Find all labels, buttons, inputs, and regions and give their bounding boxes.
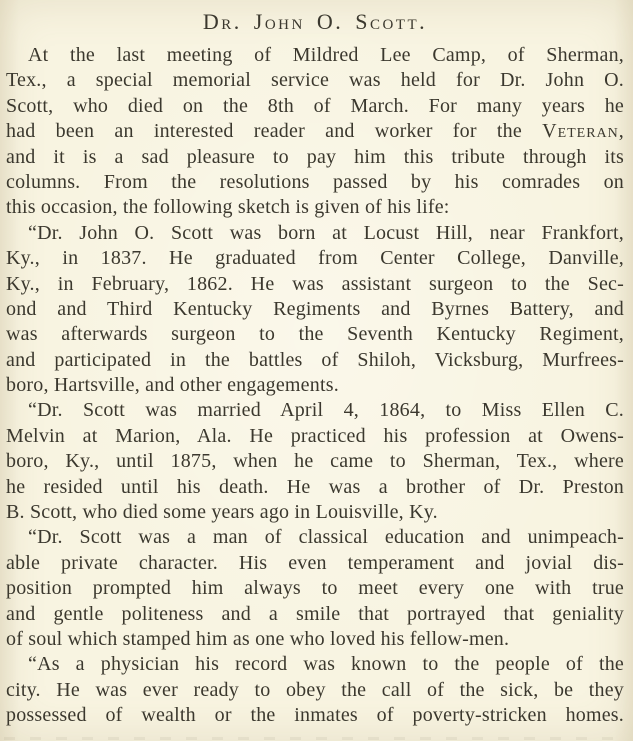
- text-run: able private character. His even temperament and jovial dis-: [6, 551, 624, 574]
- text-line: [6, 348, 624, 373]
- text-line: [6, 449, 624, 474]
- text-run: Tex., a special memorial service was held for Dr. John O.: [6, 69, 624, 92]
- text-run: Scott, who died on the 8th of March. For many years he: [6, 94, 624, 117]
- text-line: [6, 398, 624, 423]
- paragraph: [6, 525, 624, 652]
- text-line: [6, 68, 624, 93]
- text-run: and participated in the battles of Shiloh, Vicksburg, Murfrees-: [6, 348, 624, 371]
- text-line: [6, 94, 624, 119]
- text-line: [6, 297, 624, 322]
- text-run: boro, Hartsville, and other engagements.: [6, 374, 339, 397]
- text-run: and it is a sad pleasure to pay him this tribute through its: [6, 145, 624, 168]
- text-run: ,: [618, 120, 624, 143]
- text-run: this occasion, the following sketch is given of his life:: [6, 196, 450, 219]
- article-body: [6, 43, 624, 729]
- text-run: city. He was ever ready to obey the call of the sick, be they: [6, 678, 624, 701]
- text-line: [6, 373, 624, 398]
- text-run: was afterwards surgeon to the Seventh Kentucky Regiment,: [6, 323, 624, 346]
- paragraph: [6, 652, 624, 728]
- text-line: [6, 703, 624, 728]
- text-line: [6, 627, 624, 652]
- text-run: possessed of wealth or the inmates of poverty-stricken homes.: [6, 704, 624, 727]
- text-run: Ky., in 1837. He graduated from Center College, Danville,: [6, 247, 624, 270]
- text-line: [6, 500, 624, 525]
- text-run: “Dr. Scott was a man of classical education and unimpeach-: [28, 526, 624, 549]
- text-line: [6, 195, 624, 220]
- text-line: [6, 576, 624, 601]
- text-run: boro, Ky., until 1875, when he came to Sherman, Tex., where: [6, 450, 624, 473]
- text-run: At the last meeting of Mildred Lee Camp, of Sherman,: [28, 44, 624, 66]
- text-run: “Dr. Scott was married April 4, 1864, to Miss Ellen C.: [28, 399, 624, 422]
- text-line: [6, 221, 624, 246]
- text-run: columns. From the resolutions passed by his comrades on: [6, 170, 624, 193]
- text-run: had been an interested reader and worker for the: [6, 120, 543, 143]
- text-line: [6, 475, 624, 500]
- text-line: [6, 170, 624, 195]
- text-run: Ky., in February, 1862. He was assistant surgeon to the Sec-: [6, 272, 624, 295]
- text-line: [6, 678, 624, 703]
- text-run: “As a physician his record was known to the people of the: [28, 653, 624, 676]
- text-line: [6, 525, 624, 550]
- paragraph: [6, 221, 624, 399]
- text-line: [6, 652, 624, 677]
- text-line: [6, 424, 624, 449]
- text-line: [6, 43, 624, 68]
- article-title: Dr. John O. Scott.: [202, 9, 428, 34]
- text-line: [6, 322, 624, 347]
- smallcaps-word: Veteran: [542, 120, 619, 143]
- text-run: ond and Third Kentucky Regiments and Byrnes Battery, and: [6, 297, 624, 320]
- text-run: B. Scott, who died some years ago in Louisville, Ky.: [6, 501, 438, 524]
- text-run: “Dr. John O. Scott was born at Locust Hill, near Frankfort,: [28, 221, 624, 244]
- text-line: [6, 246, 624, 271]
- paragraph: [6, 43, 624, 221]
- text-line: [6, 145, 624, 170]
- paragraph: [6, 398, 624, 525]
- text-run: of soul which stamped him as one who loved his fellow-men.: [6, 627, 510, 650]
- scan-edge-artifact: [4, 737, 623, 740]
- text-run: position prompted him always to meet every one with true: [6, 577, 624, 600]
- text-line: [6, 119, 624, 144]
- text-line: [6, 602, 624, 627]
- text-line: [6, 551, 624, 576]
- text-run: Melvin at Marion, Ala. He practiced his profession at Owens-: [6, 424, 624, 447]
- text-run: he resided until his death. He was a brother of Dr. Preston: [6, 475, 624, 498]
- text-run: and gentle politeness and a smile that portrayed that geniality: [6, 602, 624, 625]
- text-line: [6, 272, 624, 297]
